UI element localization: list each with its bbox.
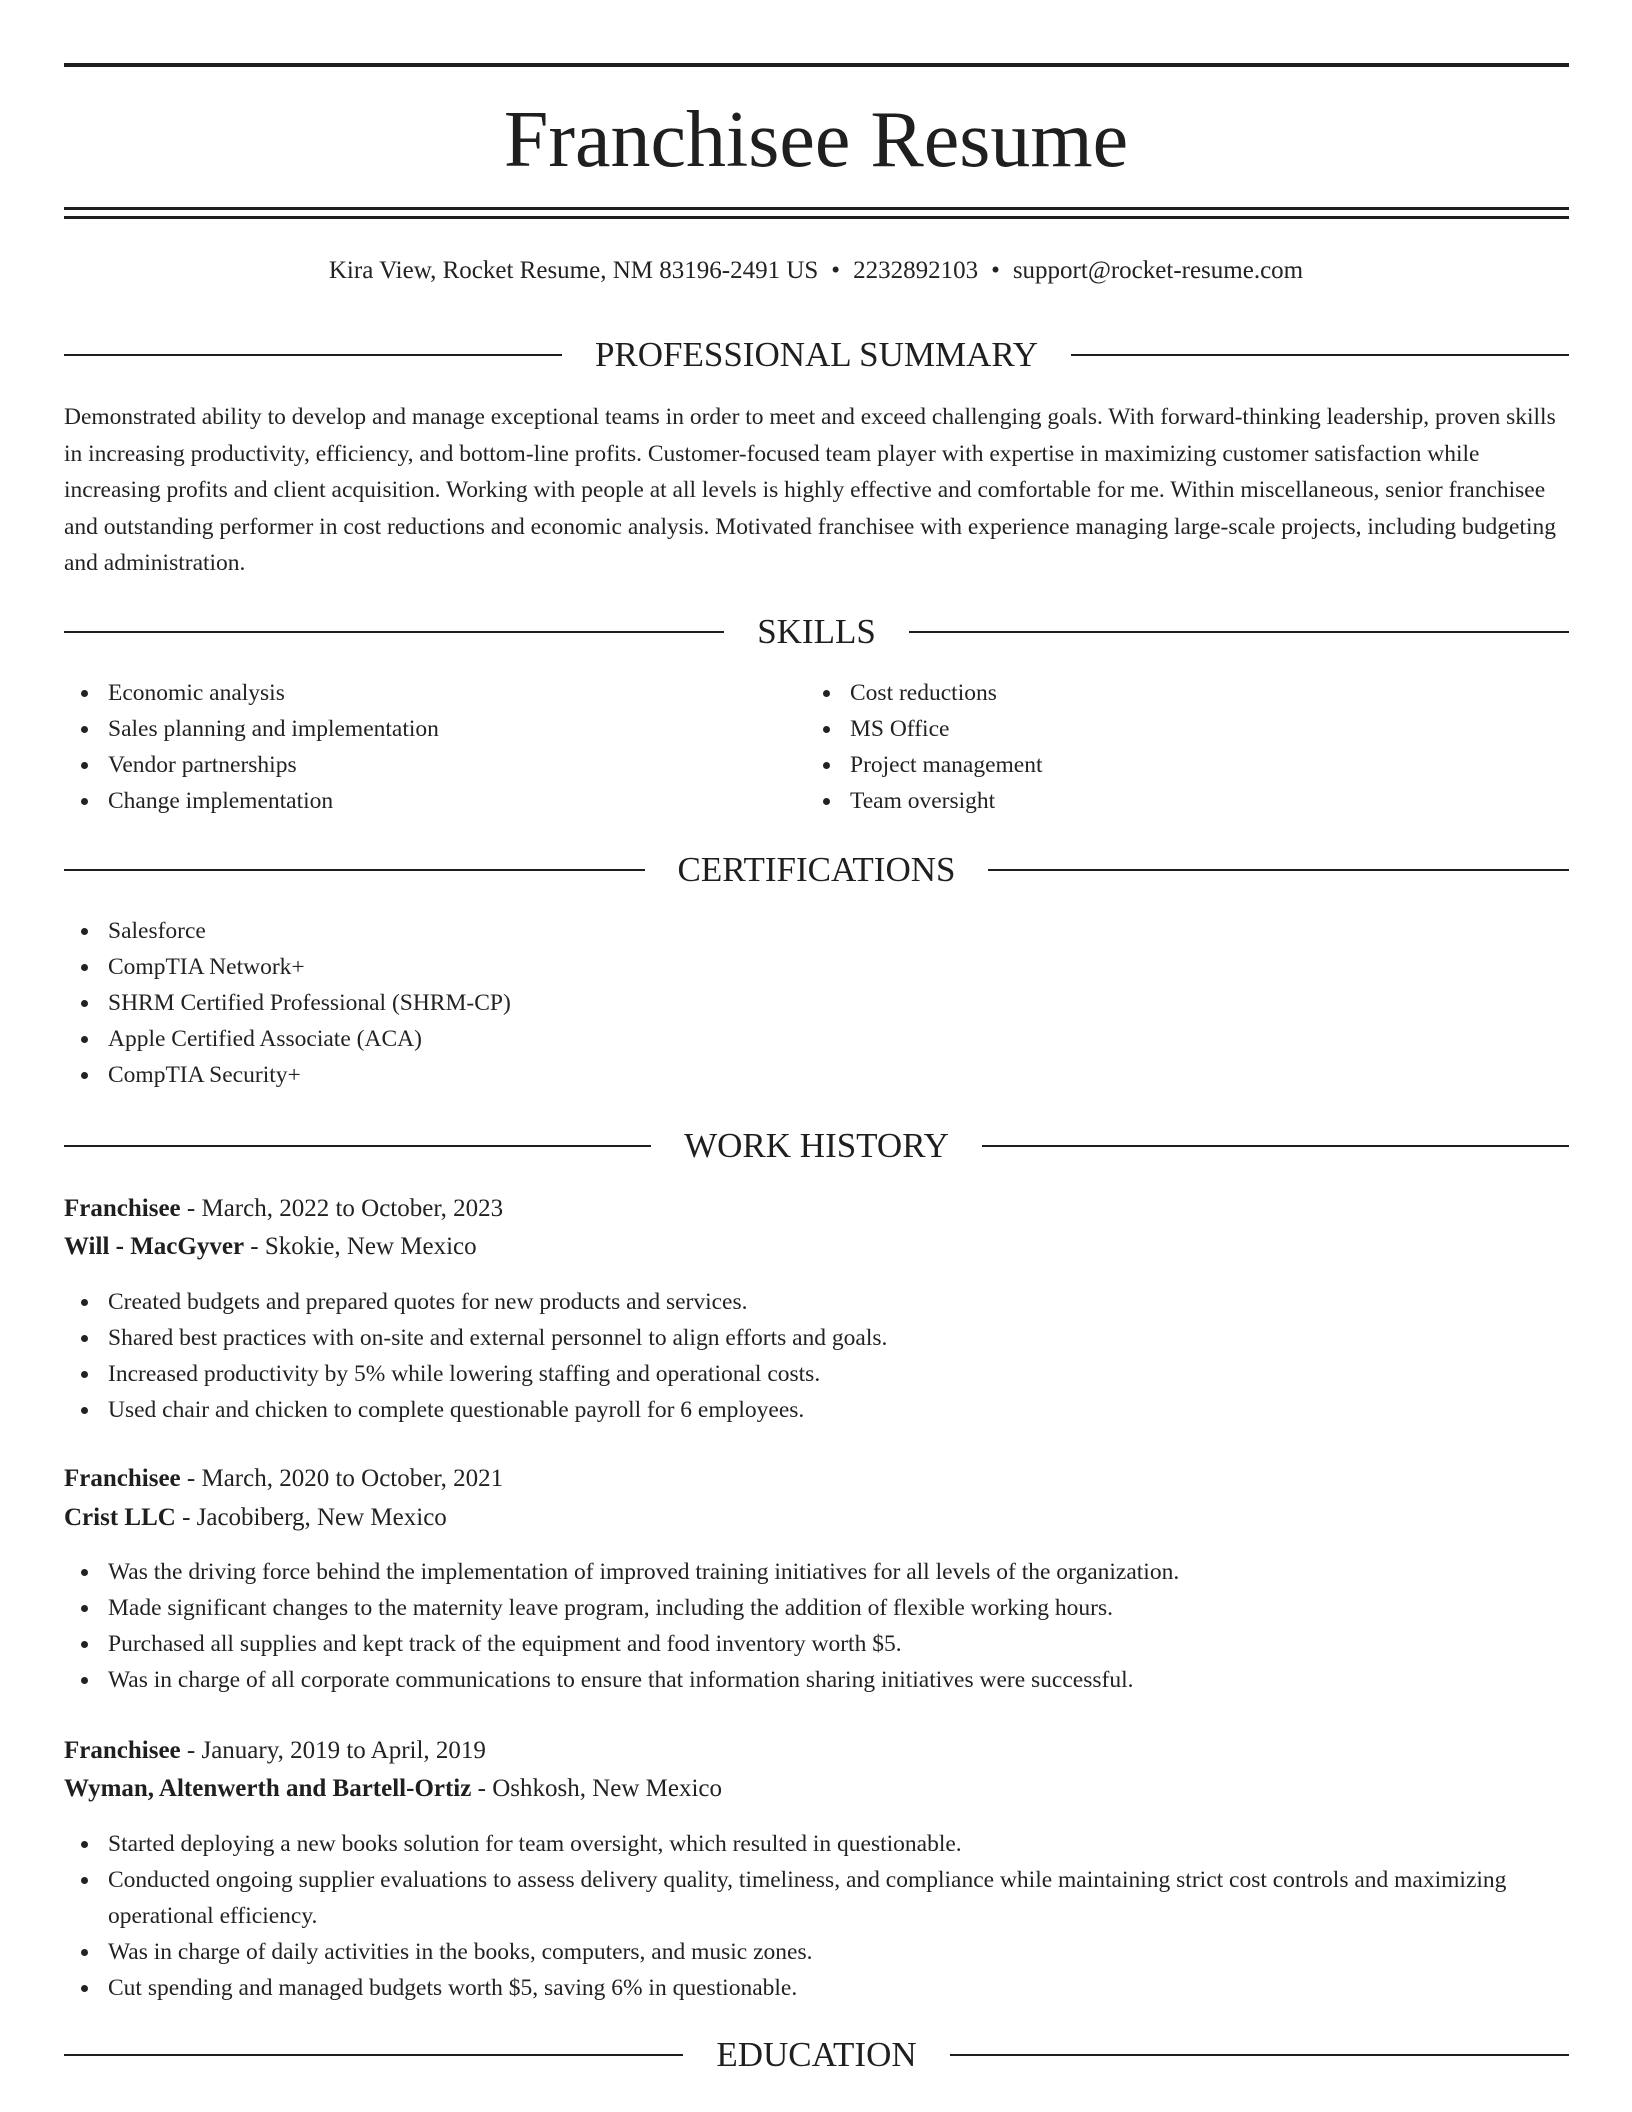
job-company: Will - MacGyver: [64, 1233, 245, 1260]
job-dates: March, 2022 to October, 2023: [201, 1195, 504, 1222]
skill-item: Sales planning and implementation: [108, 711, 788, 747]
section-title-summary: [64, 330, 1569, 380]
job-company: Crist LLC: [64, 1504, 176, 1531]
skill-item: Team oversight: [850, 783, 1550, 819]
skill-item: Change implementation: [108, 783, 788, 819]
section-heading: SKILLS: [757, 612, 876, 651]
skill-item: MS Office: [850, 711, 1550, 747]
section-rule-left: [64, 631, 724, 633]
section-heading: EDUCATION: [716, 2035, 917, 2074]
job-bullet: Used chair and chicken to complete questionable payroll for 6 employees.: [108, 1392, 1568, 1428]
job-company-line: [64, 1770, 1569, 1808]
section-title-certifications: [64, 845, 1569, 895]
section-heading: CERTIFICATIONS: [677, 850, 956, 889]
skill-item: Project management: [850, 747, 1550, 783]
job-dates: January, 2019 to April, 2019: [201, 1737, 486, 1764]
section-heading: PROFESSIONAL SUMMARY: [594, 335, 1039, 374]
page-title: Franchisee Resume: [503, 96, 1129, 184]
job-bullet: Shared best practices with on-site and external personnel to align efforts and goals.: [108, 1320, 1568, 1356]
skill-item: Economic analysis: [108, 675, 788, 711]
job-title: Franchisee: [64, 1737, 181, 1764]
certification-item: CompTIA Network+: [108, 949, 1568, 985]
skills-list-right: [806, 675, 1550, 819]
section-rule-right: [982, 1145, 1569, 1147]
contact-line: [0, 254, 1632, 288]
certifications-list: [64, 913, 1568, 1093]
job-bullet: Purchased all supplies and kept track of the equipment and food inventory worth $5.: [108, 1626, 1568, 1662]
dash: -: [180, 1195, 202, 1222]
job-company-line: [64, 1228, 1569, 1266]
job-bullets: [64, 1826, 1568, 2006]
dash: -: [175, 1504, 197, 1531]
job-bullet: Started deploying a new books solution for team oversight, which resulted in questionable.: [108, 1826, 1568, 1862]
job-bullet: Increased productivity by 5% while lowering staffing and operational costs.: [108, 1356, 1568, 1392]
job-bullet: Conducted ongoing supplier evaluations to assess delivery quality, timeliness, and compliance while maintaining strict cost controls and maximizing operational efficiency.: [108, 1862, 1568, 1934]
certification-item: CompTIA Security+: [108, 1057, 1568, 1093]
dash: -: [471, 1775, 493, 1802]
contact-separator: •: [831, 257, 841, 284]
job-title-line: [64, 1732, 1569, 1770]
summary-paragraph: Demonstrated ability to develop and manage exceptional teams in order to meet and exceed challenging goals. With forward-thinking leadership, proven skills in increasing productivity, efficiency, and bottom-line profits. Customer-focused team player with expertise in maximizing customer satisfaction while increasing profits and client acquisition. Working with people at all levels is highly effective and comfortable for me. Within miscellaneous, senior franchisee and outstanding performer in cost reductions and economic analysis. Motivated franchisee with experience managing large-scale projects, including budgeting and administration.: [64, 404, 1556, 576]
certification-item: Apple Certified Associate (ACA): [108, 1021, 1568, 1057]
job-bullets: [64, 1554, 1568, 1698]
certification-item: Salesforce: [108, 913, 1568, 949]
job-bullets: [64, 1284, 1568, 1428]
job-bullet: Cut spending and managed budgets worth $5, saving 6% in questionable.: [108, 1970, 1568, 2006]
title-double-rule-upper: [64, 207, 1569, 210]
section-rule-left: [64, 1145, 651, 1147]
section-heading: WORK HISTORY: [684, 1126, 949, 1165]
job-bullet: Made significant changes to the maternity leave program, including the addition of flexible working hours.: [108, 1590, 1568, 1626]
section-rule-right: [950, 2054, 1569, 2056]
job-company: Wyman, Altenwerth and Bartell-Ortiz: [64, 1775, 472, 1802]
job-bullet: Created budgets and prepared quotes for new products and services.: [108, 1284, 1568, 1320]
section-title-skills: [64, 607, 1569, 657]
job-company-line: [64, 1499, 1569, 1537]
job-title-line: [64, 1460, 1569, 1498]
job-bullet: Was the driving force behind the implementation of improved training initiatives for all levels of the organization.: [108, 1554, 1568, 1590]
section-title-education: [64, 2030, 1569, 2080]
skills-list-left: [64, 675, 788, 819]
job-title-line: [64, 1190, 1569, 1228]
certification-item: SHRM Certified Professional (SHRM-CP): [108, 985, 1568, 1021]
section-rule-right: [988, 869, 1569, 871]
top-rule: [64, 63, 1569, 67]
contact-phone: 2232892103: [853, 257, 979, 284]
contact-separator: •: [991, 257, 1000, 284]
job-dates: March, 2020 to October, 2021: [201, 1465, 504, 1492]
section-rule-left: [64, 869, 645, 871]
job-title: Franchisee: [64, 1195, 181, 1222]
job-bullet: Was in charge of daily activities in the books, computers, and music zones.: [108, 1934, 1568, 1970]
section-rule-left: [64, 2054, 683, 2056]
contact-address: Kira View, Rocket Resume, NM 83196-2491 US: [328, 257, 819, 284]
dash: -: [244, 1233, 265, 1260]
job-location: Oshkosh, New Mexico: [492, 1775, 723, 1802]
title-double-rule-lower: [64, 216, 1569, 219]
job-location: Jacobiberg, New Mexico: [196, 1504, 447, 1531]
skill-item: Cost reductions: [850, 675, 1550, 711]
dash: -: [180, 1465, 202, 1492]
contact-email: support@rocket-resume.com: [1012, 257, 1304, 284]
section-rule-left: [64, 354, 562, 356]
dash: -: [180, 1737, 202, 1764]
section-rule-right: [1071, 354, 1569, 356]
job-title: Franchisee: [64, 1465, 181, 1492]
skill-item: Vendor partnerships: [108, 747, 788, 783]
section-rule-right: [909, 631, 1569, 633]
section-title-work-history: [64, 1121, 1569, 1171]
job-bullet: Was in charge of all corporate communications to ensure that information sharing initiatives were successful.: [108, 1662, 1568, 1698]
job-location: Skokie, New Mexico: [264, 1233, 477, 1260]
